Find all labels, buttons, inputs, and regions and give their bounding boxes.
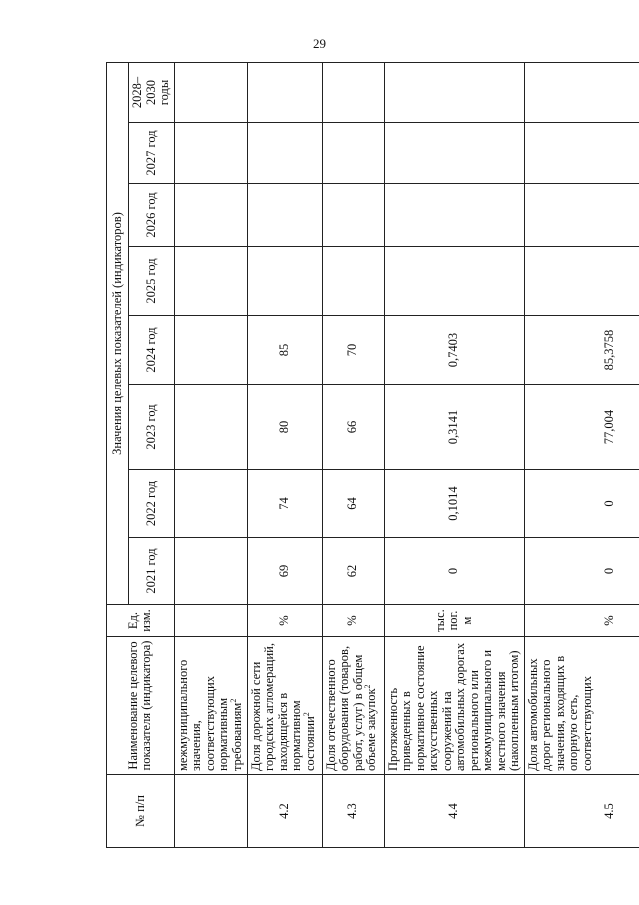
row-num [174,775,247,848]
footnote-mark: 2 [301,712,311,717]
row-value [174,123,247,184]
table-row [322,63,384,848]
row-value [174,470,247,538]
row-num: 4.5 [524,775,639,848]
header-year: 2024 год [129,316,175,385]
rotated-table-container [106,63,639,848]
table-row [524,63,639,848]
row-unit: тыс. пог. м [384,605,524,637]
row-value [174,184,247,247]
row-value [524,184,639,247]
row-value [247,184,322,247]
row-value [174,385,247,470]
row-value [322,247,384,316]
row-value [247,123,322,184]
row-value [174,247,247,316]
row-value: 0 [384,538,524,605]
header-year: 2026 год [129,184,175,247]
row-value [384,63,524,123]
row-unit: % [247,605,322,637]
row-name: Доля дорожной сети городских агломераций, находящейся в нормативном состоянии$^2$ [247,637,322,775]
row-value: 85,3758 [524,316,639,385]
row-value: 80 [247,385,322,470]
row-value: 62 [322,538,384,605]
row-name: межмуниципального значения, соответствующих нормативным требованиям$^2$ [174,637,247,775]
row-value [174,316,247,385]
row-num: 4.2 [247,775,322,848]
header-year: 2022 год [129,470,175,538]
row-value: 66 [322,385,384,470]
header-name: Наименование целевого показателя (индикатора) [107,637,175,775]
row-unit: % [322,605,384,637]
row-value: 85 [247,316,322,385]
row-value [384,247,524,316]
footnote-mark: 2 [362,684,372,689]
header-unit: Ед. изм. [107,605,175,637]
row-value: 69 [247,538,322,605]
row-value [322,123,384,184]
row-value: 0 [524,470,639,538]
row-value [524,247,639,316]
row-name: Протяженность приведенных в нормативное состояние искусственных сооружений на автомобильных дорогах регионального или межмуниципального и местного значения (накопленным итогом) [384,637,524,775]
row-name: Доля автомобильных дорог регионального значения, входящих в опорную сеть, соответствующих [524,637,639,775]
header-year: 2021 год [129,538,175,605]
row-value [384,184,524,247]
header-year: 2028–2030 годы [129,63,175,123]
row-value: 0 [524,538,639,605]
row-value: 0,7403 [384,316,524,385]
row-value: 74 [247,470,322,538]
row-value: 77,004 [524,385,639,470]
row-value [174,63,247,123]
table-row [247,63,322,848]
row-num: 4.3 [322,775,384,848]
row-value [384,123,524,184]
footnote-mark: 2 [228,698,238,703]
row-value [174,538,247,605]
row-unit: % [524,605,639,637]
header-values-group: Значения целевых показателей (индикаторов) [107,63,129,605]
header-num: № п/п [107,775,175,848]
row-value [322,63,384,123]
row-value [524,63,639,123]
row-value [524,123,639,184]
row-num: 4.4 [384,775,524,848]
table-row [174,63,247,848]
row-name: Доля отечественного оборудования (товаров, работ, услуг) в общем объеме закупок$^2$ [322,637,384,775]
row-value [247,63,322,123]
row-value: 0,1014 [384,470,524,538]
indicators-table [106,62,639,848]
row-unit [174,605,247,637]
header-year: 2023 год [129,385,175,470]
header-year: 2025 год [129,247,175,316]
row-value: 0,3141 [384,385,524,470]
row-value [322,184,384,247]
page-number: 29 [313,36,326,51]
row-value: 70 [322,316,384,385]
table-row [384,63,524,848]
row-value: 64 [322,470,384,538]
row-value [247,247,322,316]
header-year: 2027 год [129,123,175,184]
